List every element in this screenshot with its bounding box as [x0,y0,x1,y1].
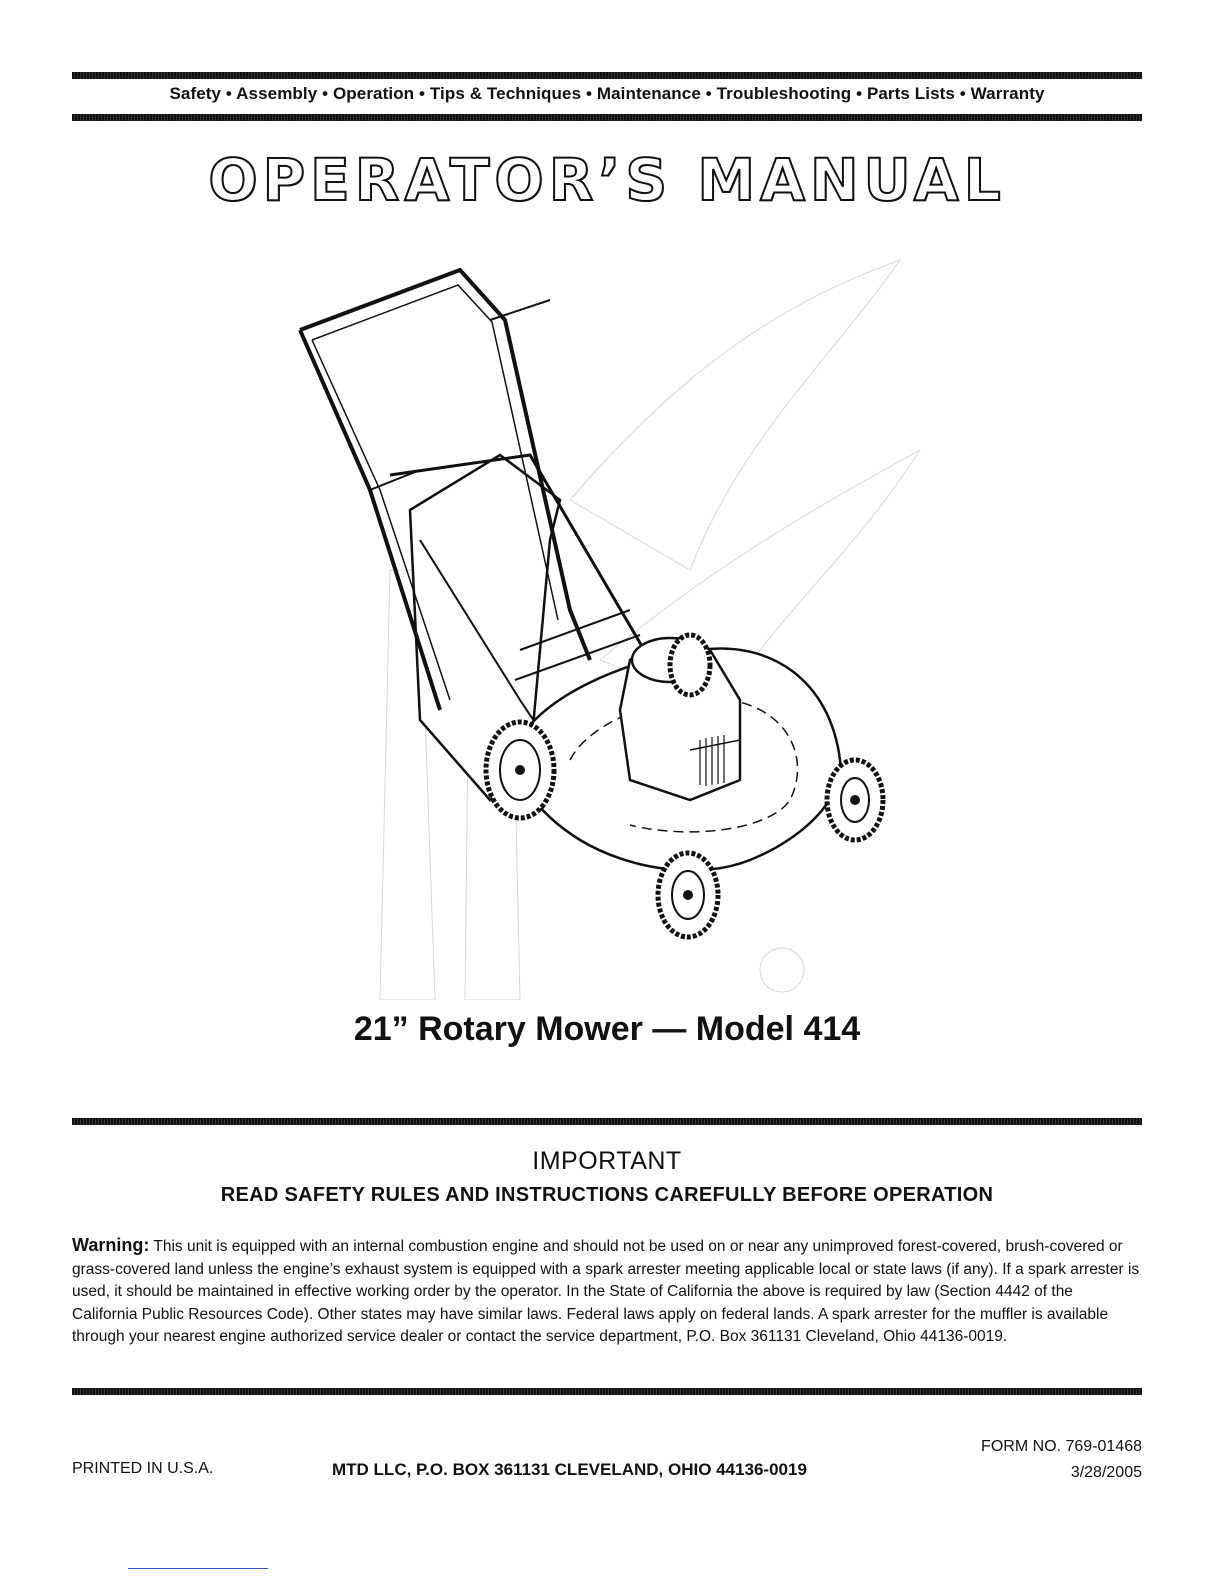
lawn-mower-icon [270,240,950,1000]
important-heading: IMPORTANT [532,1147,682,1175]
form-info [981,1434,1142,1486]
important-top-rule [72,1118,1142,1125]
warning-text: This unit is equipped with an internal combustion engine and should not be used on or near any unimproved forest-covered, brush-covered or grass-covered land unless the engine’s exhaust system is equipped with a spark arrester meeting applicable local or state laws (if any). If a spark arrester is used, it should be maintained in effective working order by the operator. In the State of California the above is required by law (Section 4442 of the California Public Resources Code). Other states may have similar laws. Federal laws apply on federal lands. A spark arrester for the muffler is available through your nearest engine authorized service dealer or contact the service department, P.O. Box 361131 Cleveland, Ohio 44136-0019. [72,1238,1140,1345]
front-left-wheel [658,853,718,937]
link-underline [128,1568,268,1569]
rear-left-wheel [486,722,554,818]
important-bottom-rule [72,1388,1142,1395]
top-rule [72,72,1142,79]
warning-label: Warning: [72,1235,150,1255]
rear-right-wheel [670,635,710,695]
watermark-leaf-1 [570,260,900,570]
safety-instruction-heading: READ SAFETY RULES AND INSTRUCTIONS CAREFULLY BEFORE OPERATION [220,1184,994,1206]
form-date: 3/28/2005 [1070,1464,1142,1481]
model-heading: 21” Rotary Mower — Model 414 [353,1010,861,1048]
front-right-wheel [827,760,883,840]
watermark-registered-mark [760,948,804,992]
warning-paragraph [72,1234,1142,1349]
nav-rule [72,114,1142,121]
form-number: FORM NO. 769-01468 [981,1438,1142,1455]
company-address: MTD LLC, P.O. BOX 361131 CLEVELAND, OHIO 44136-0019 [332,1460,807,1479]
manual-title: OPERATOR’S MANUAL [208,146,1006,214]
section-navigation: Safety • Assembly • Operation • Tips & Techniques • Maintenance • Troubleshooting • Parts Lists • Warranty [169,84,1045,103]
printed-in: PRINTED IN U.S.A. [72,1460,214,1477]
